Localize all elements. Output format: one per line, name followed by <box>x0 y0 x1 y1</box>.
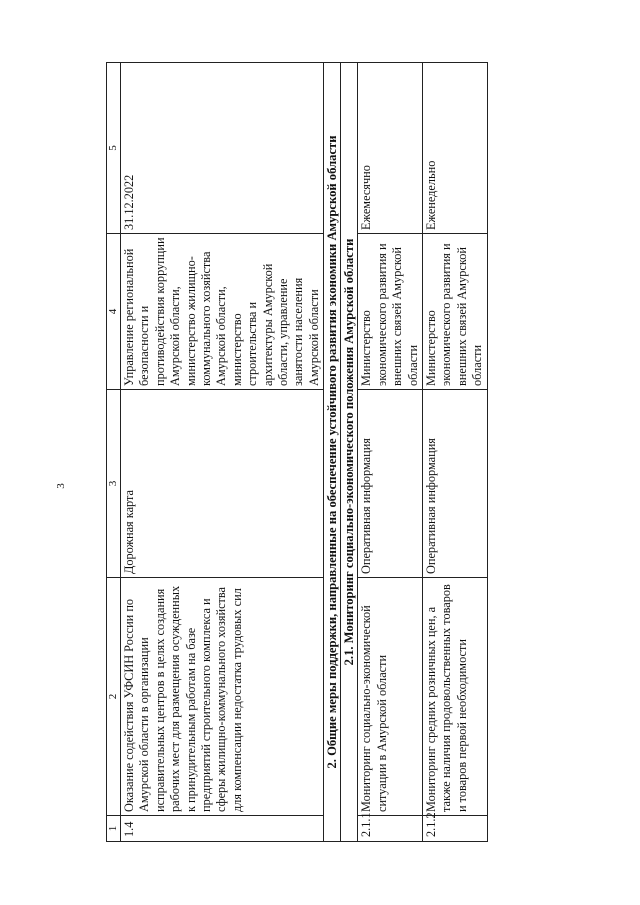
result-cell: Дорожная карта <box>121 390 324 578</box>
table-row <box>121 63 324 842</box>
subsection-title: 2.1. Мониторинг социально-экономического положения Амурской области <box>341 63 358 842</box>
responsible-cell: Министерство экономического развития и внешних связей Амурской области <box>358 234 423 390</box>
responsible-cell: Министерство экономического развития и внешних связей Амурской области <box>422 234 487 390</box>
measures-table-rotated <box>106 62 596 842</box>
header-col-2: 2 <box>107 578 121 816</box>
result-cell: Оперативная информация <box>422 390 487 578</box>
section-row <box>324 63 341 842</box>
row-number: 2.1.1 <box>358 816 423 842</box>
deadline-cell: Ежемесячно <box>358 63 423 234</box>
header-col-4: 4 <box>107 234 121 390</box>
table-row <box>358 63 423 842</box>
measure-cell: Мониторинг средних розничных цен, а также наличия продовольственных товаров и товаров первой необходимости <box>422 578 487 816</box>
row-number: 2.1.2 <box>422 816 487 842</box>
section-title: 2. Общие меры поддержки, направленные на обеспечение устойчивого развития экономики Амурской области <box>324 63 341 842</box>
deadline-cell: Еженедельно <box>422 63 487 234</box>
responsible-cell: Управление региональной безопасности и противодействия коррупции Амурской области, министерство жилищно-коммунального хозяйства Амурской области, министерство строительства и архитектуры Амурской области, управление занятости населения Амурской области <box>121 234 324 390</box>
result-cell: Оперативная информация <box>358 390 423 578</box>
header-row <box>107 63 121 842</box>
header-col-3: 3 <box>107 390 121 578</box>
measures-table <box>106 62 488 842</box>
measure-cell: Мониторинг социально-экономической ситуации в Амурской области <box>358 578 423 816</box>
page-number: 3 <box>54 483 67 489</box>
subsection-row <box>341 63 358 842</box>
table-row <box>422 63 487 842</box>
deadline-cell: 31.12.2022 <box>121 63 324 234</box>
header-col-1: 1 <box>107 816 121 842</box>
measure-cell: Оказание содействия УФСИН России по Амурской области в организации исправительных центров в целях создания рабочих мест для размещения осужденных к принудительным работам на базе предприятий строительного комплекса и сферы жилищно-коммунального хозяйства для компенсации недостатка трудовых сил <box>121 578 324 816</box>
header-col-5: 5 <box>107 63 121 234</box>
row-number: 1.4 <box>121 816 324 842</box>
